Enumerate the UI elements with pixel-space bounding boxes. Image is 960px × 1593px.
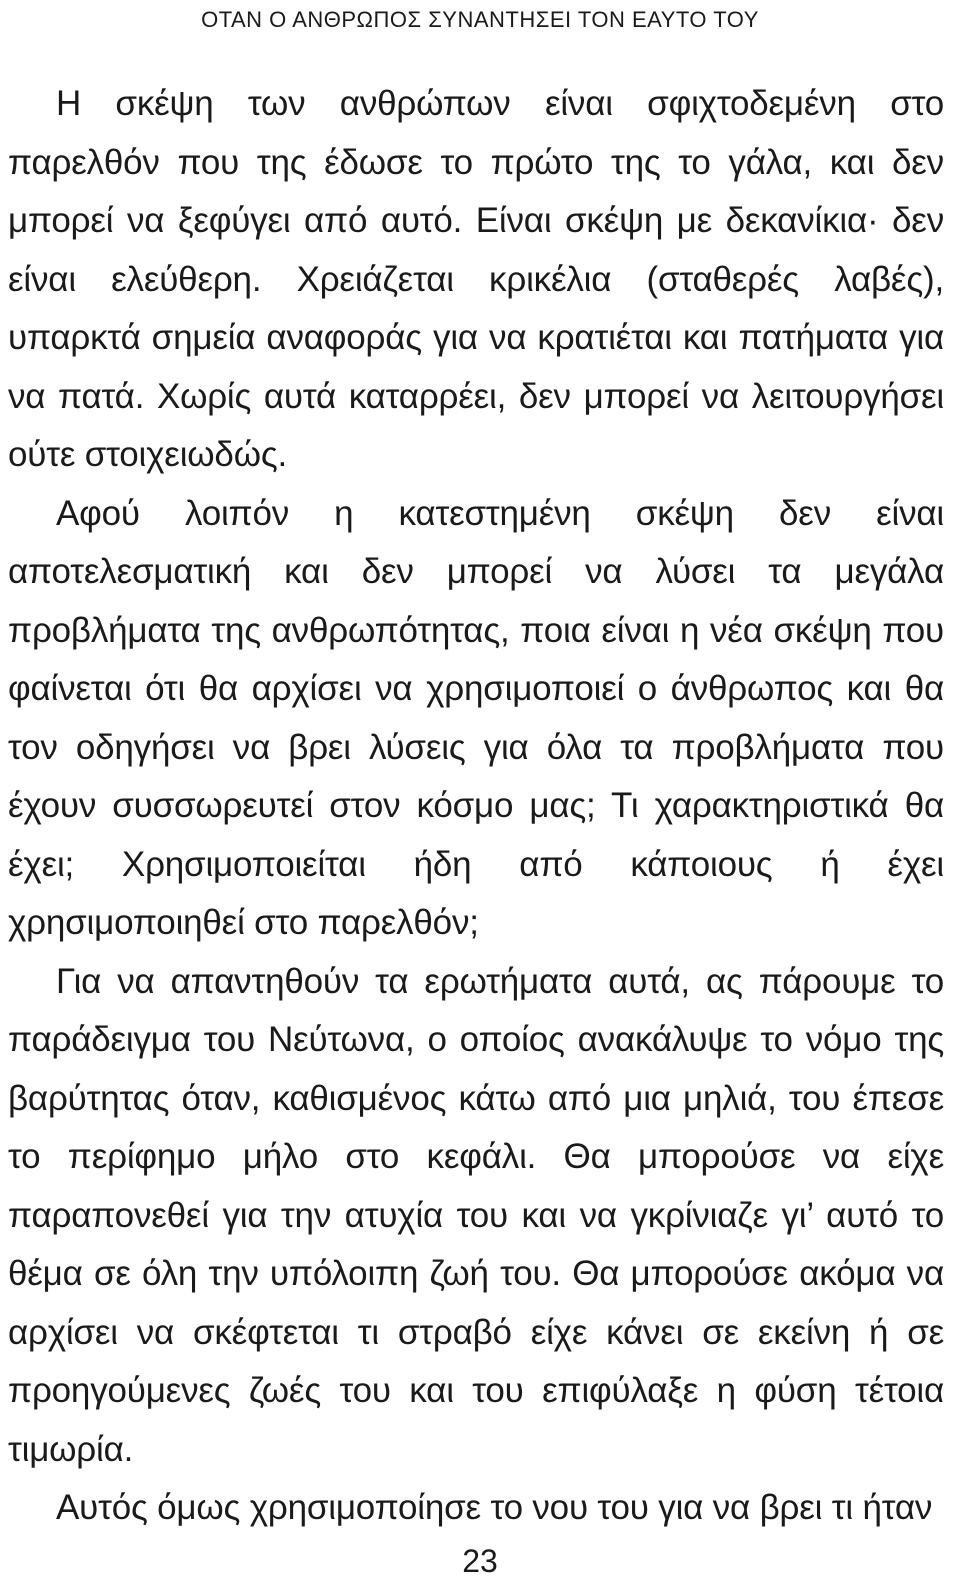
page-body	[8, 75, 944, 1538]
paragraph-1: Η σκέψη των ανθρώπων είναι σφιχτοδεμένη στο παρελθόν που της έδωσε το πρώτο της το γάλα, και δεν μπορεί να ξεφύγει από αυτό. Είναι σκέψη με δεκανίκια· δεν είναι ελεύθερη. Χρειάζεται κρικέλια (σταθερές λαβές), υπαρκτά σημεία αναφοράς για να κρατιέται και πατήματα για να πατά. Χωρίς αυτά καταρρέει, δεν μπορεί να λειτουργήσει ούτε στοιχειωδώς.	[8, 84, 944, 474]
page-number: 23	[462, 1543, 498, 1579]
paragraph-4: Αυτός όμως χρησιμοποίησε το νου του για να βρει τι ήταν	[56, 1488, 933, 1527]
paragraph-3: Για να απαντηθούν τα ερωτήματα αυτά, ας πάρουμε το παράδειγμα του Νεύτωνα, ο οποίος ανακάλυψε το νόμο της βαρύτητας όταν, καθισμένος κάτω από μια μηλιά, του έπεσε το περίφημο μήλο στο κεφάλι. Θα μπορούσε να είχε παραπονεθεί για την ατυχία του και να γκρίνιαζε γι’ αυτό το θέμα σε όλη την υπόλοιπη ζωή του. Θα μπορούσε ακόμα να αρχίσει να σκέφτεται τι στραβό είχε κάνει σε εκείνη ή σε προηγούμενες ζωές του και του επιφύλαξε η φύση τέτοια τιμωρία.	[8, 961, 944, 1469]
running-header: ΟΤΑΝ Ο ΑΝΘΡΩΠΟΣ ΣΥΝΑΝΤΗΣΕΙ ΤΟΝ ΕΑΥΤΟ ΤΟΥ	[201, 7, 759, 32]
paragraph-2: Αφού λοιπόν η κατεστημένη σκέψη δεν είναι αποτελεσματική και δεν μπορεί να λύσει τα μεγάλα προβλήματα της ανθρωπότητας, ποια είναι η νέα σκέψη που φαίνεται ότι θα αρχίσει να χρησιμοποιεί ο άνθρωπος και θα τον οδηγήσει να βρει λύσεις για όλα τα προβλήματα που έχουν συσσωρευτεί στον κόσμο μας; Τι χαρακτηριστικά θα έχει; Χρησιμοποιείται ήδη από κάποιους ή έχει χρησιμοποιηθεί στο παρελθόν;	[8, 493, 944, 942]
